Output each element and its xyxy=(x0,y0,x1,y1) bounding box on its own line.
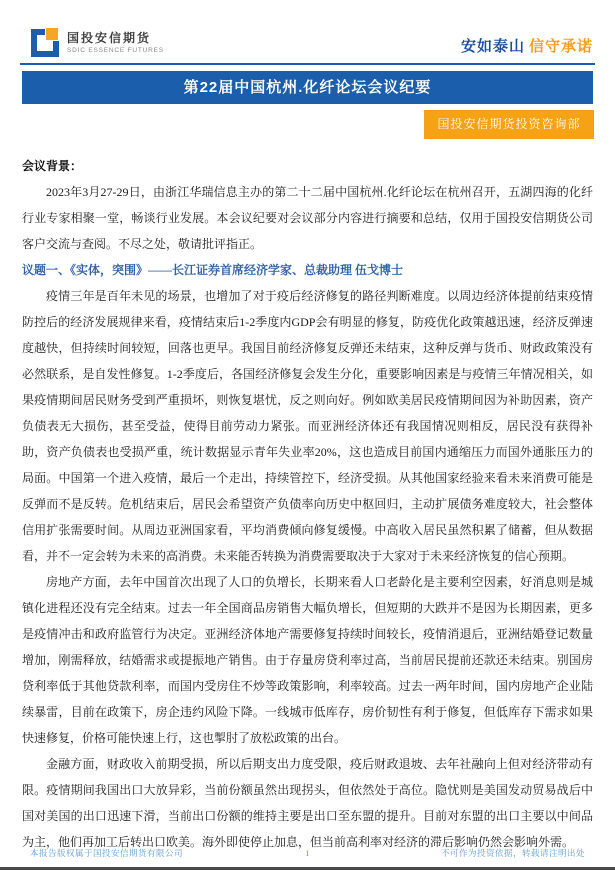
document-body xyxy=(0,139,615,855)
background-section-label: 会议背景： xyxy=(22,159,83,173)
brand-text xyxy=(67,32,164,54)
report-header xyxy=(0,0,615,59)
background-paragraph: 2023年3月27-29日，由浙江华瑞信息主办的第二十二届中国杭州.化纤论坛在杭州召开，五湖四海的化纤行业专家相聚一堂，畅谈行业发展。本会议纪要对会议部分内容进行摘要和总结，仅用于国投安信期货公司客户交流与查阅。不尽之处，敬请批评指正。 xyxy=(22,185,593,251)
slogan-blue-text: 安如泰山 xyxy=(460,38,525,55)
slogan-orange-text: 信守承诺 xyxy=(528,38,593,55)
disclaimer-text: 不可作为投资依据，转载请注明出处 xyxy=(440,848,585,858)
body-paragraph-1: 疫情三年是百年未见的场景，也增加了对于疫后经济修复的路径判断难度。以周边经济体提前结束疫情防控后的经济发展规律来看，疫情结束后1-2季度内GDP会有明显的修复，防疫优化政策越迅速，经济反弹速度越快，但持续时间较短，回落也更早。我国目前经济修复反弹还未结束，这种反弹与货币、财政政策没有必然联系，是自发性修复。1-2季度后，各国经济修复会发生分化，重要影响因素是与疫情三年情况相关，如果疫情期间居民财务受到严重损坏，则恢复堪忧，反之则向好。例如欧美居民疫情期间因为补助因素，资产负债表无大损伤，甚至受益，使得目前劳动力紧张。而亚洲经济体还有我国情况则相反，居民没有获得补助，资产负债表也受损严重，统计数据显示青年失业率20%，这也造成目前国内通缩压力而国外通胀压力的局面。中国第一个进入疫情，最后一个走出，持续管控下，经济受损。从其他国家经验来看未来消费可能是反弹而不是反转。危机结束后，居民会希望资产负债率向历史中枢回归，主动扩展债务难度较大，社会整体信用扩张需要时间。从周边亚洲国家看，平均消费倾向修复缓慢。中高收入居民虽然积累了储蓄，但从数据看，并不一定会转为未来的高消费。未来能否转换为消费需要取决于大家对于未来经济恢复的信心预期。 xyxy=(22,289,593,563)
report-title: 第22届中国杭州.化纤论坛会议纪要 xyxy=(183,79,432,96)
header-divider xyxy=(20,63,595,65)
page-number: 1 xyxy=(305,848,310,858)
report-title-banner xyxy=(22,71,593,104)
brand-slogan xyxy=(461,35,593,59)
brand-name-cn: 国投安信期货 xyxy=(67,30,152,45)
brand-block xyxy=(28,27,164,59)
body-paragraph-3: 金融方面，财政收入前期受损，所以后期支出力度受限，疫后财政退坡、去年社融向上但对经济带动有限。疫情期间我国出口大放异彩，当前份额虽然出现拐头，但依然处于高位。隐忧则是美国发动贸易战后中国对美国的出口迅速下滑，当前出口份额的维持主要是出口至东盟的提升。目前对东盟的出口主要以中间品为主，他们再加工后转出口欧美。海外即使停止加息，但当前高利率对经济的滞后影响仍然会影响外需。 xyxy=(22,757,593,849)
department-badge-row xyxy=(0,104,615,139)
topic-1-heading: 议题一、《实体，突围》——长江证券首席经济学家、总裁助理 伍戈博士 xyxy=(22,263,404,277)
department-badge: 国投安信期货投资咨询部 xyxy=(424,110,594,139)
brand-logo-icon xyxy=(28,27,60,59)
brand-name-en: SDIC ESSENCE FUTURES xyxy=(67,47,164,55)
copyright-text: 本报告版权属于国投安信期货有限公司 xyxy=(30,848,184,858)
body-paragraph-2: 房地产方面，去年中国首次出现了人口的负增长，长期来看人口老龄化是主要利空因素，好消息则是城镇化进程还没有完全结束。过去一年全国商品房销售大幅负增长，但短期的大跌并不是因为长期因素，更多是疫情冲击和政府监管行为决定。亚洲经济体地产需要修复持续时间较长，疫情消退后，亚洲结婚登记数量增加，刚需释放，结婚需求或提振地产销售。由于存量房贷利率过高，当前居民提前还款还未结束。别国房贷利率低于其他贷款利率，而国内受房住不炒等政策影响，利率较高。过去一两年时间，国内房地产企业陆续暴雷，目前在政策下，房企违约风险下降。一线城市低库存，房价韧性有利于修复，但低库存下需求如果快速修复，价格可能快速上行，这也掣肘了放松政策的出台。 xyxy=(22,575,593,745)
page-footer xyxy=(0,847,615,859)
